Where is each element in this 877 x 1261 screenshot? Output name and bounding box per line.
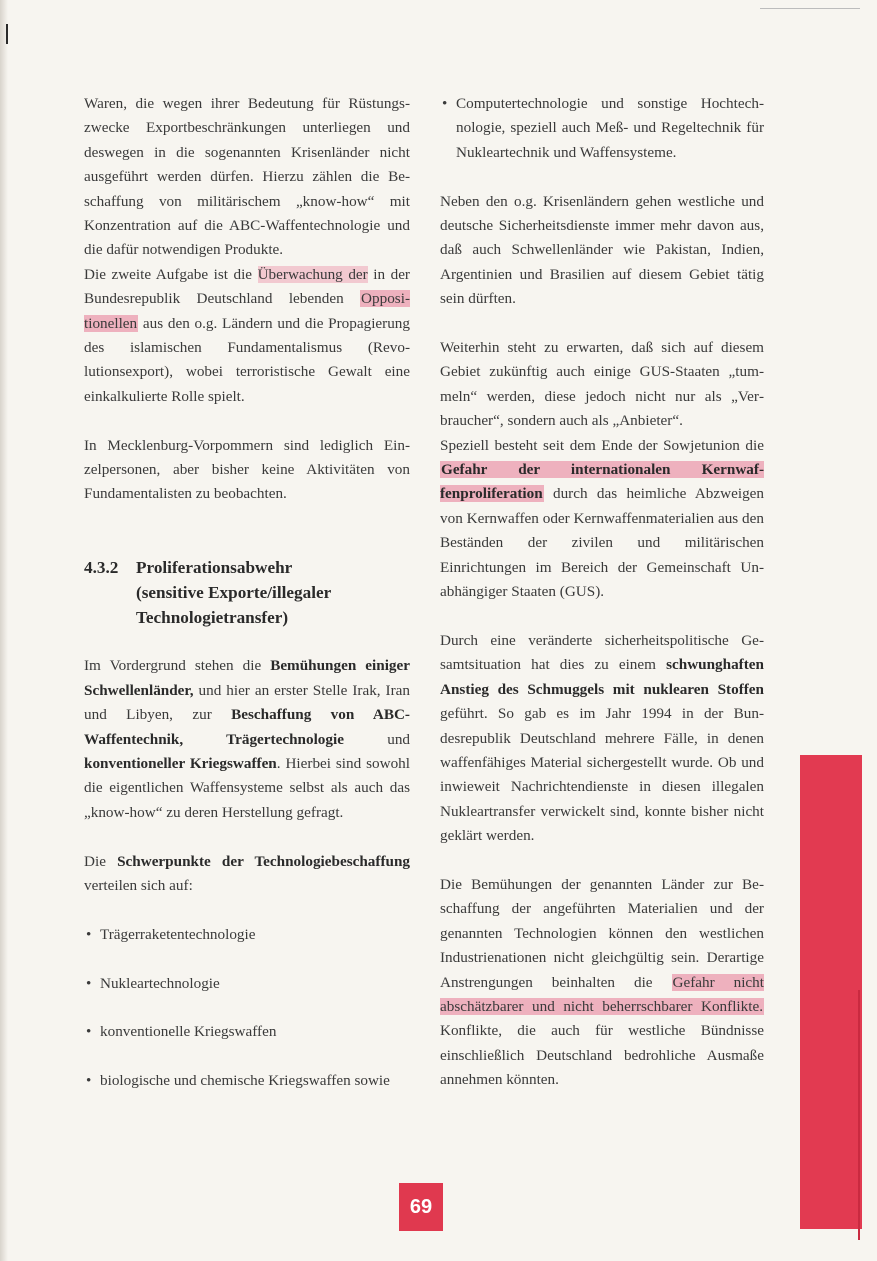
list-item: • biologische und chemische Kriegswaffen sowie <box>84 1069 410 1093</box>
paragraph: Weiterhin steht zu erwarten, daß sich auf diesem Gebiet zukünftig auch einige GUS-Staaten „tummeln“ werden, diese jedoch nicht nur als „Verbraucher“, sondern auch als „Anbieter“. <box>440 339 764 430</box>
list-item: • Computertechnologie und sonstige Hochtechnologie, speziell auch Meß- und Regeltechnik für Nukleartechnik und Waffensysteme. <box>440 92 764 165</box>
binding-mark <box>6 24 8 44</box>
top-rule <box>760 8 860 9</box>
paragraph: Speziell besteht seit dem Ende der Sowjetunion die Gefahr der internationalen Kernwaffenproliferation durch das heimliche Abzweigen von Kernwaffen oder Kernwaffenmaterialien aus den Beständen der zivilen und militärischen Einrichtungen im Bereich der Gemeinschaft Unabhängiger Staaten (GUS). <box>440 436 764 601</box>
highlight: Gefahr nicht abschätzbarer und nicht beherrschbarer Konflikte. <box>440 973 764 1015</box>
page-number: 69 <box>399 1183 443 1231</box>
section-number: 4.3.2 <box>84 557 119 577</box>
paragraph: Im Vordergrund stehen die Bemühungen einiger Schwellenländer, und hier an erster Stelle Irak, Iran und Libyen, zur Beschaffung von ABC-Waffentechnik, Trägertechnologie und konventioneller Kriegswaffen. Hierbei sind sowohl die eigentlichen Waffensysteme selbst als auch das „know-how“ zu deren Herstellung gefragt. <box>84 657 410 821</box>
highlight: Gefahr der internationalen Kernwaffenproliferation <box>440 461 764 503</box>
list-item: • Trägerraketentechnologie <box>84 923 410 947</box>
highlight: Oppositionellen <box>84 290 410 332</box>
left-column <box>84 92 410 1118</box>
paragraph: Die zweite Aufgabe ist die Überwachung der in der Bundesrepublik Deutschland lebenden Oppositionellen aus den o.g. Ländern und die Propagierung des islamischen Fundamentalismus (Revolutionsexport), wobei terroristische Gewalt eine einkalkulierte Rolle spielt. <box>84 265 410 405</box>
paragraph: In Mecklenburg-Vorpommern sind lediglich Einzelpersonen, aber bisher keine Aktivitäten von Fundamentalisten zu beobachten. <box>84 436 410 503</box>
paragraph: Neben den o.g. Krisenländern gehen westliche und deutsche Sicherheitsdienste immer mehr davon aus, daß auch Schwellenländer wie Pakistan, Indien, Argentinien und Brasilien auf diesem Gebiet tätig sein dürften. <box>440 192 764 308</box>
right-column <box>440 92 764 1093</box>
section-heading: 4.3.2 Proliferationsabwehr (sensitive Exporte/illegaler Technologietransfer) <box>84 555 410 630</box>
page-edge-shadow <box>0 0 8 1261</box>
side-tab-line <box>858 990 860 1240</box>
list-item: • konventionelle Kriegswaffen <box>84 1020 410 1044</box>
paragraph: Die Schwerpunkte der Technologiebeschaffung verteilen sich auf: <box>84 852 410 894</box>
list-item: • Nukleartechnologie <box>84 972 410 996</box>
bullet-list <box>84 923 410 1094</box>
paragraph: Die Bemühungen der genannten Länder zur Beschaffung der angeführten Materialien und der genannten Technologien können den westlichen Industrienationen nicht gleichgültig sein. Derartige Anstrengungen beinhalten die Gefahr nicht abschätzbarer und nicht beherrschbarer Konflikte. Konflikte, die auch für westliche Bündnisse einschließlich Deutschland bedrohliche Ausmaße annehmen könnten. <box>440 875 764 1089</box>
bullet-list <box>440 92 764 165</box>
paragraph: Durch eine veränderte sicherheitspolitische Gesamtsituation hat dies zu einem schwunghaften Anstieg des Schmuggels mit nuklearen Stoffen geführt. So gab es im Jahr 1994 in der Bundesrepublik Deutschland mehrere Fälle, in denen waffenfähiges Material sichergestellt wurde. Ob und inwieweit Nachrichtendienste in diesen illegalen Nukleartransfer verwickelt sind, konnte bisher nicht geklärt werden. <box>440 631 764 845</box>
paragraph: Waren, die wegen ihrer Bedeutung für Rüstungszwecke Exportbeschränkungen unterliegen und deswegen in die sogenannten Krisenländer nicht ausgeführt werden dürfen. Hierzu zählen die Beschaffung von militärischem „know-how“ mit Konzentration auf die ABC-Waffentechnologie und die dafür notwendigen Produkte. <box>84 95 410 259</box>
side-tab-marker <box>800 755 862 1229</box>
highlight: Überwachung der <box>257 265 368 283</box>
